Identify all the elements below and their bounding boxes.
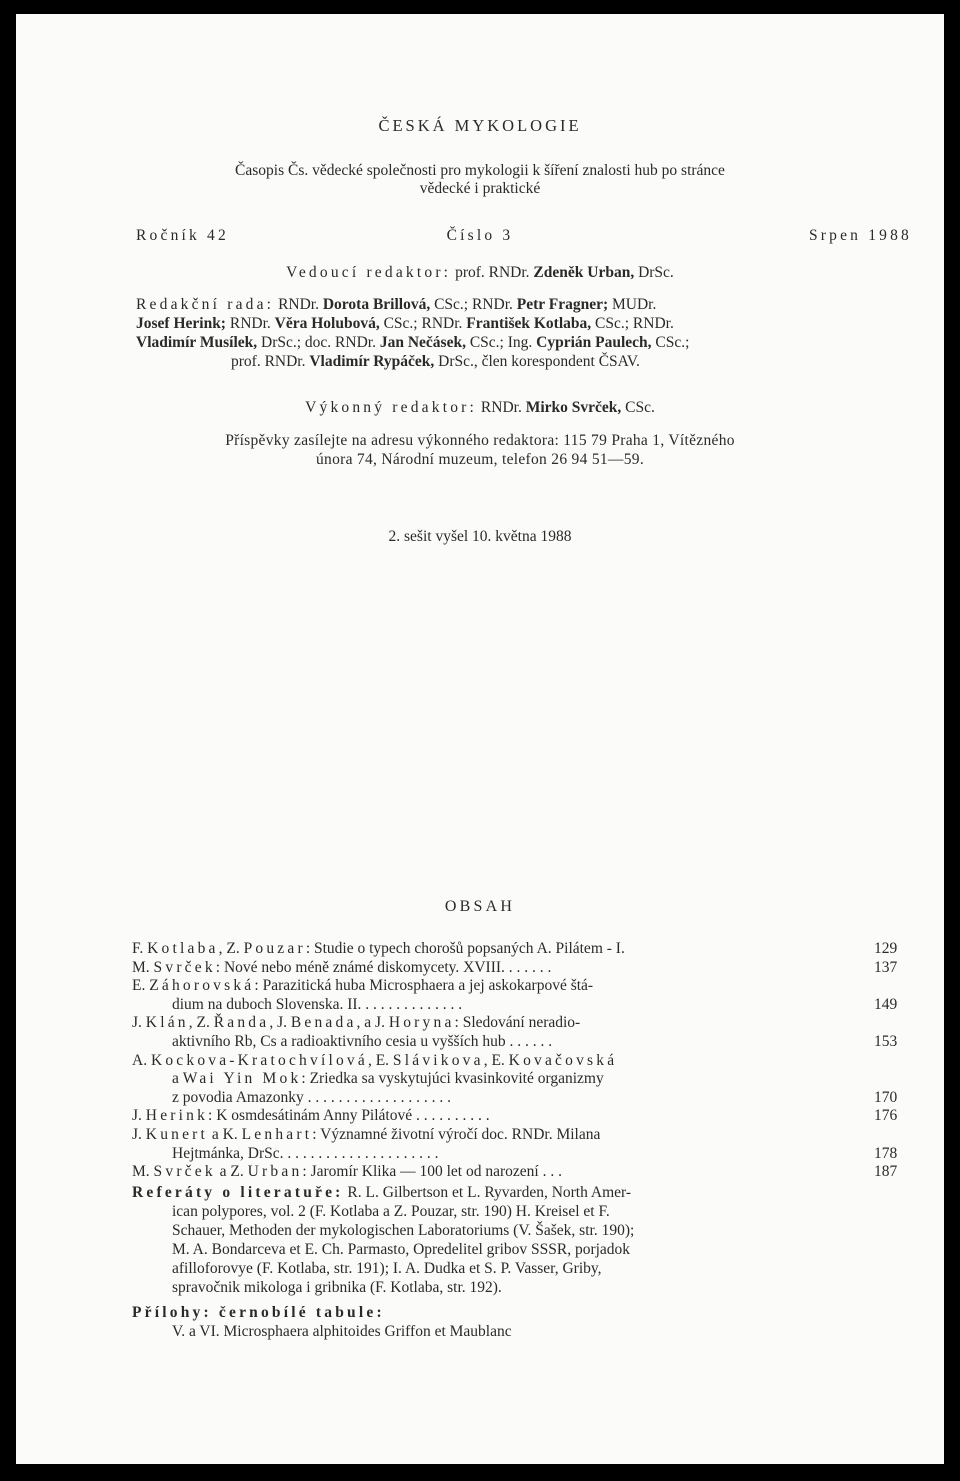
toc-text: M. [132,958,154,976]
toc-text: : Sledování neradio- [454,1014,581,1032]
editorial-board-label: Redakční rada: [136,296,275,313]
toc-text: aktivního Rb, Cs a radioaktivního cesia u vyšších hub . . . . . . [172,1033,553,1050]
toc-author: Pouzar [243,940,306,957]
toc-author: Horyna [388,1014,455,1032]
chief-editor-label: Vedoucí redaktor: [286,264,452,281]
toc-text: , J. [269,1014,291,1032]
toc-entry-line [132,940,625,958]
toc-text: J. [132,1014,146,1032]
editorial-board-line-3: Vladimír Musílek, DrSc.; doc. RNDr. Jan Nečásek, CSc.; Ing. Cyprián Paulech, CSc.; [136,334,690,351]
toc-entry-line [132,1052,617,1070]
executive-editor-label: Výkonný redaktor: [305,399,478,416]
toc-text: z povodia Amazonky . . . . . . . . . . . . . . . . . . . [172,1088,451,1106]
editorial-board-line-2: Josef Herink; RNDr. Věra Holubová, CSc.; RNDr. František Kotlaba, CSc.; RNDr. [136,315,674,332]
contents-heading: OBSAH [444,898,516,915]
toc-author: Herink [145,1107,209,1125]
toc-text: dium na duboch Slovenska. II. . . . . . . . . . . . . . [172,995,463,1013]
journal-title: ČESKÁ MYKOLOGIE [378,116,582,135]
toc-text: , E. [367,1051,393,1069]
contributions-address-1: Příspěvky zasílejte na adresu výkonného redaktora: 115 79 Praha 1, Vítězného [225,432,735,449]
reviews-line-4: M. A. Bondarceva et E. Ch. Parmasto, Opredelitel gribov SSSR, porjadok [172,1241,631,1258]
toc-page-number: 129 [874,940,898,957]
toc-page-number: 178 [874,1144,898,1162]
toc-author: Benada [290,1014,357,1032]
toc-author: Klán [145,1014,189,1032]
toc-entry-line [132,977,593,995]
toc-author: Kotlaba [147,940,219,957]
editorial-board-line-1: Redakční rada: RNDr. Dorota Brillová, CSc.; RNDr. Petr Fragner; MUDr. [136,296,657,313]
subtitle-line-1: Časopis Čs. vědecké společnosti pro mykologii k šíření znalosti hub po stránce [235,162,725,179]
toc-text: J. [132,1126,146,1143]
toc-entry-line [132,1163,562,1181]
toc-author: Slávikova [392,1051,484,1069]
issue-number: Číslo 3 [446,227,514,244]
toc-text: : Parazitická huba Microsphaera a jej askokarpové štá- [254,977,594,995]
toc-text: A. [132,1051,151,1069]
toc-entry-line [172,1145,438,1163]
issue-date: Srpen 1988 [808,227,912,244]
toc-author: Záhorovská [149,977,255,995]
toc-text: : Jaromír Klika — 100 let od narození . . . [302,1163,562,1181]
chief-editor-name: Zdeněk Urban, [533,264,635,281]
toc-author: Kunert [145,1126,209,1143]
toc-author: Wai Yin Mok [182,1070,302,1088]
reviews-line-3: Schauer, Methoden der mykologischen Laboratoriums (V. Šašek, str. 190); [172,1222,635,1239]
toc-text: M. [132,1163,154,1181]
toc-text: , Z. [188,1014,214,1032]
toc-text: Hejtmánka, DrSc. . . . . . . . . . . . . . . . . . . . . [172,1144,439,1162]
chief-editor: Vedoucí redaktor: prof. RNDr. Zdeněk Urban, DrSc. [286,264,674,281]
toc-text: : Nové nebo méně známé diskomycety. XVIII. . . . . . . [215,958,552,976]
reviews-line-5: afilloforovye (F. Kotlaba, str. 191); I. A. Dudka et S. P. Vasser, Griby, [172,1260,602,1277]
toc-entry-line [172,1070,604,1088]
reviews-line-6: spravočnik mikologa i gribnika (F. Kotlaba, str. 192). [172,1279,502,1296]
toc-author: Svrček [153,1163,216,1181]
subtitle-line-2: vědecké i praktické [419,180,541,197]
toc-author: Řanda [213,1014,270,1032]
executive-editor: Výkonný redaktor: RNDr. Mirko Svrček, CSc. [305,399,655,416]
reviews-label: Referáty o literatuře: [132,1184,344,1201]
toc-page-number: 149 [874,995,898,1013]
executive-editor-name: Mirko Svrček, [525,399,622,416]
toc-entry-line [172,1089,451,1107]
toc-entry-line [132,959,551,977]
toc-text: : Zriedka sa vyskytujúci kvasinkovité organizmy [301,1070,604,1088]
toc-text: : Významné životní výročí doc. RNDr. Milana [312,1126,601,1143]
toc-text: , E. [483,1051,509,1069]
toc-page-number: 187 [874,1163,898,1181]
toc-text: E. [132,977,150,995]
reviews-line-1: Referáty o literatuře: R. L. Gilbertson et L. Ryvarden, North Amer- [132,1184,632,1201]
contributions-address-2: února 74, Národní muzeum, telefon 26 94 51—59. [315,451,645,468]
toc-text: J. [132,1107,146,1125]
plates-label: Přílohy: černobílé tabule: [132,1304,385,1321]
toc-text: a Z. [215,1163,248,1181]
toc-author: Kovačovská [508,1051,618,1069]
toc-page-number: 176 [874,1107,898,1125]
toc-page-number: 153 [874,1033,898,1050]
toc-page-number: 170 [874,1088,898,1106]
toc-entry-line [132,1014,580,1032]
volume-label: Ročník 42 [136,227,229,244]
toc-text: F. [132,940,148,957]
toc-author: Urban [247,1163,303,1181]
toc-text: , Z. [218,940,244,957]
toc-text: : Studie o typech chorošů popsaných A. Pilátem - I. [305,940,625,957]
toc-text: a [172,1070,183,1088]
toc-author: Svrček [153,958,216,976]
toc-entry-line [172,996,462,1014]
toc-entry-line [172,1033,552,1051]
toc-entry-line [132,1107,490,1125]
editorial-board-line-4: prof. RNDr. Vladimír Rypáček, DrSc., člen korespondent ČSAV. [231,353,640,370]
toc-text: : K osmdesátinám Anny Pilátové . . . . . . . . . . [208,1107,490,1125]
toc-text: a K. [208,1126,242,1143]
reviews-line-2: ican polypores, vol. 2 (F. Kotlaba a Z. Pouzar, str. 190) H. Kreisel et F. [172,1203,610,1220]
toc-text: , a J. [356,1014,389,1032]
toc-entry-line [132,1126,600,1144]
previous-issue-note: 2. sešit vyšel 10. května 1988 [388,528,572,545]
toc-author: Lenhart [241,1126,313,1143]
plates-text: V. a VI. Microsphaera alphitoides Griffon et Maublanc [172,1323,512,1340]
toc-author: Kockova-Kratochvílová [150,1051,368,1069]
journal-page [16,14,944,1464]
toc-page-number: 137 [874,958,898,976]
